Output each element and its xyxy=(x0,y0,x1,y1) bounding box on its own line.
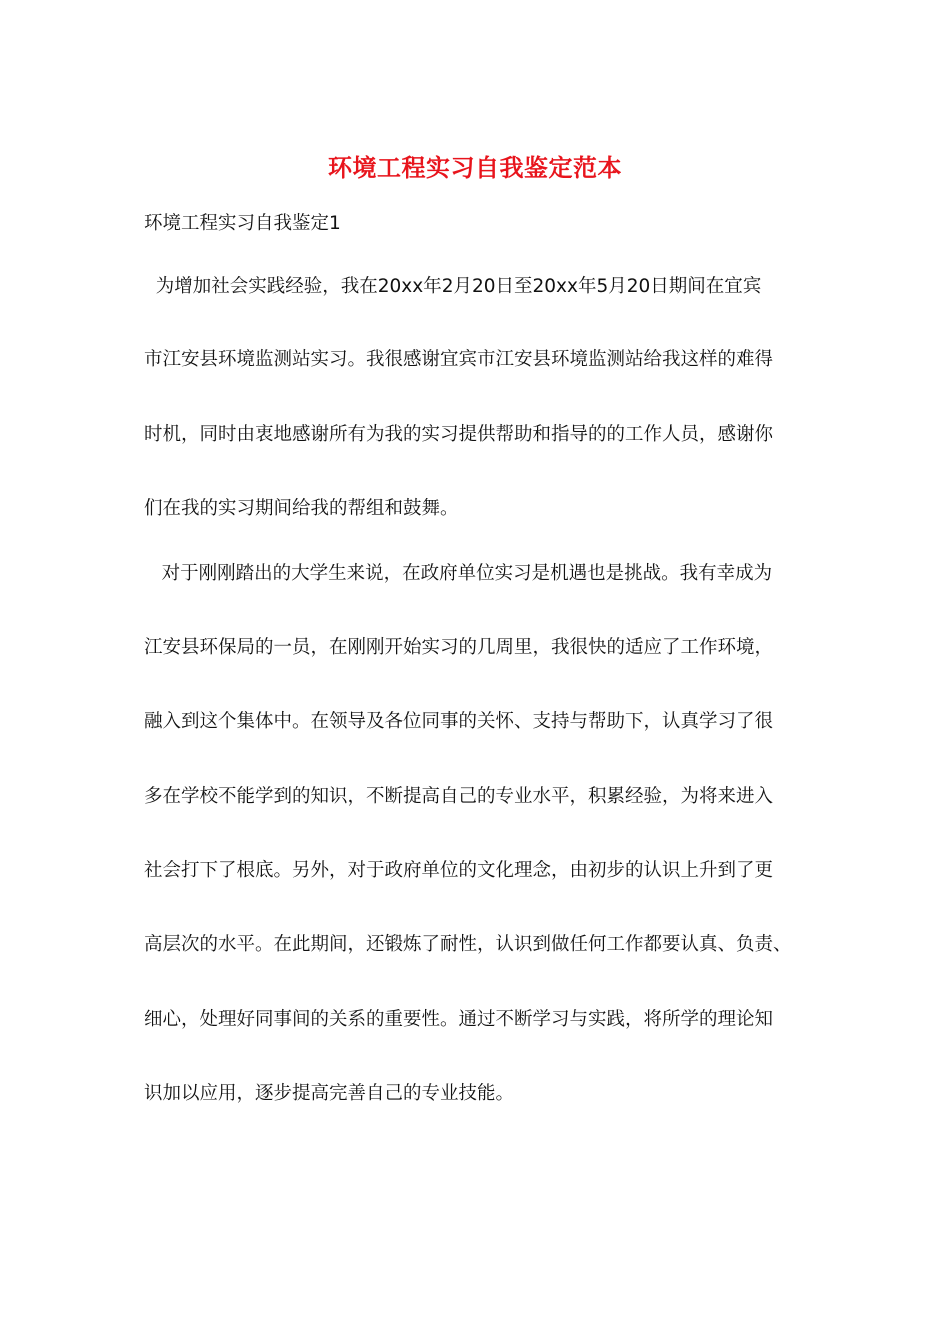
paragraph-line: 们在我的实习期间给我的帮组和鼓舞。 xyxy=(144,498,459,519)
paragraph-line: 为增加社会实践经验，我在20xx年2月20日至20xx年5月20日期间在宜宾 xyxy=(144,276,762,297)
paragraph-line: 市江安县环境监测站实习。我很感谢宜宾市江安县环境监测站给我这样的难得 xyxy=(144,349,774,370)
paragraph-line: 识加以应用，逐步提高完善自己的专业技能。 xyxy=(144,1083,515,1104)
paragraph-line: 多在学校不能学到的知识，不断提高自己的专业水平，积累经验，为将来进入 xyxy=(144,786,774,807)
paragraph-line: 时机，同时由衷地感谢所有为我的实习提供帮助和指导的的工作人员，感谢你 xyxy=(144,424,774,445)
paragraph-line: 江安县环保局的一员，在刚刚开始实习的几周里，我很快的适应了工作环境， xyxy=(144,637,774,658)
paragraph-line: 融入到这个集体中。在领导及各位同事的关怀、支持与帮助下，认真学习了很 xyxy=(144,711,774,732)
section-heading: 环境工程实习自我鉴定1 xyxy=(144,213,341,234)
paragraph-line: 高层次的水平。在此期间，还锻炼了耐性，认识到做任何工作都要认真、负责、 xyxy=(144,934,792,955)
document-title: 环境工程实习自我鉴定范本 xyxy=(328,153,622,182)
paragraph-line: 对于刚刚踏出的大学生来说，在政府单位实习是机遇也是挑战。我有幸成为 xyxy=(144,563,773,584)
paragraph-line: 社会打下了根底。另外，对于政府单位的文化理念，由初步的认识上升到了更 xyxy=(144,860,774,881)
paragraph-line: 细心，处理好同事间的关系的重要性。通过不断学习与实践，将所学的理论知 xyxy=(144,1009,774,1030)
